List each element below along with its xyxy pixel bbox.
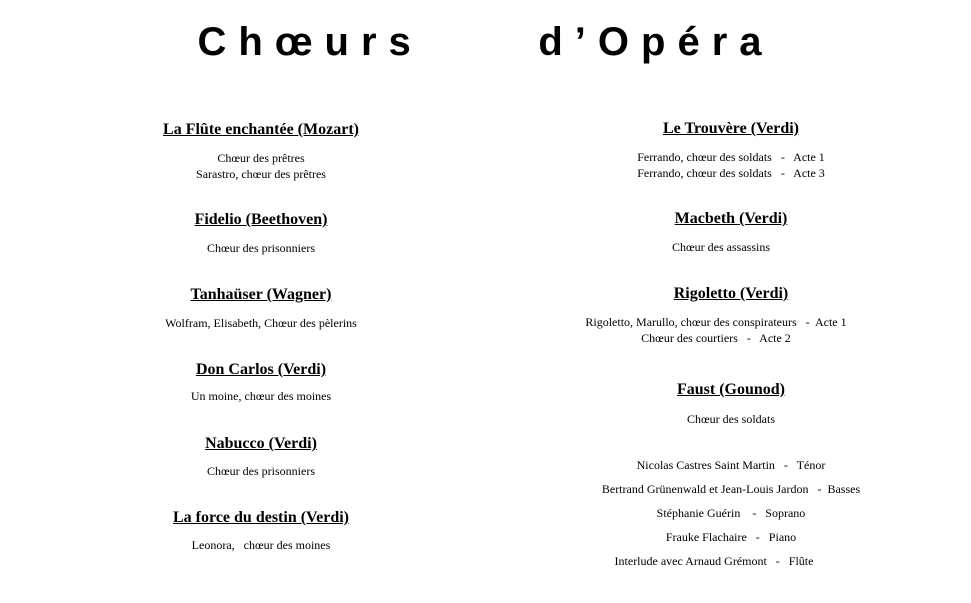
aria-line: Chœur des prêtres [217,151,305,165]
credit-line-tenor: Nicolas Castres Saint Martin - Ténor [636,458,826,472]
credit-line-soprano: Stéphanie Guérin - Soprano [656,506,806,520]
aria-line: Wolfram, Elisabeth, Chœur des pèlerins [165,316,357,330]
opera-title: La force du destin (Verdi) [173,509,349,526]
page-title: Chœurs d’Opéra [197,20,774,64]
aria-line: Chœur des assassins [672,240,770,254]
aria-line: Chœur des prisonniers [207,241,315,255]
opera-block-force-destin [61,508,461,553]
opera-block-faust [506,380,956,427]
opera-title: Le Trouvère (Verdi) [663,120,799,137]
aria-line: Sarastro, chœur des prêtres [196,167,326,181]
credit-line-basses: Bertrand Grünenwald et Jean-Louis Jardon - Basses [601,482,861,496]
opera-block-flute [61,120,461,182]
credit-line-piano: Frauke Flachaire - Piano [665,530,797,544]
opera-title: Tanhaüser (Wagner) [190,286,332,303]
aria-line: Chœur des prisonniers [207,464,315,478]
opera-block-trouvere [506,119,956,181]
opera-block-don-carlos [61,360,461,404]
aria-line: Leonora, chœur des moines [191,538,331,552]
opera-block-rigoletto [506,284,956,346]
credit-line-flute: Interlude avec Arnaud Grémont - Flûte [614,554,814,568]
aria-line: Chœur des soldats [687,412,775,426]
opera-title: La Flûte enchantée (Mozart) [163,121,359,138]
opera-block-tanhauser [61,285,461,331]
aria-line: Rigoletto, Marullo, chœur des conspirateurs - Acte 1 [585,315,847,329]
opera-title: Fidelio (Beethoven) [194,211,328,228]
aria-line: Ferrando, chœur des soldats - Acte 3 [637,166,825,180]
opera-title: Macbeth (Verdi) [674,210,788,227]
opera-block-macbeth [506,209,956,255]
aria-line: Chœur des courtiers - Acte 2 [641,331,791,345]
aria-line: Un moine, chœur des moines [190,389,332,403]
opera-block-fidelio [61,210,461,256]
opera-block-nabucco [61,434,461,479]
opera-title: Nabucco (Verdi) [205,435,317,452]
opera-title: Faust (Gounod) [676,381,786,398]
aria-line: Ferrando, chœur des soldats - Acte 1 [637,150,825,164]
opera-title: Don Carlos (Verdi) [195,361,327,378]
opera-title: Rigoletto (Verdi) [673,285,789,302]
